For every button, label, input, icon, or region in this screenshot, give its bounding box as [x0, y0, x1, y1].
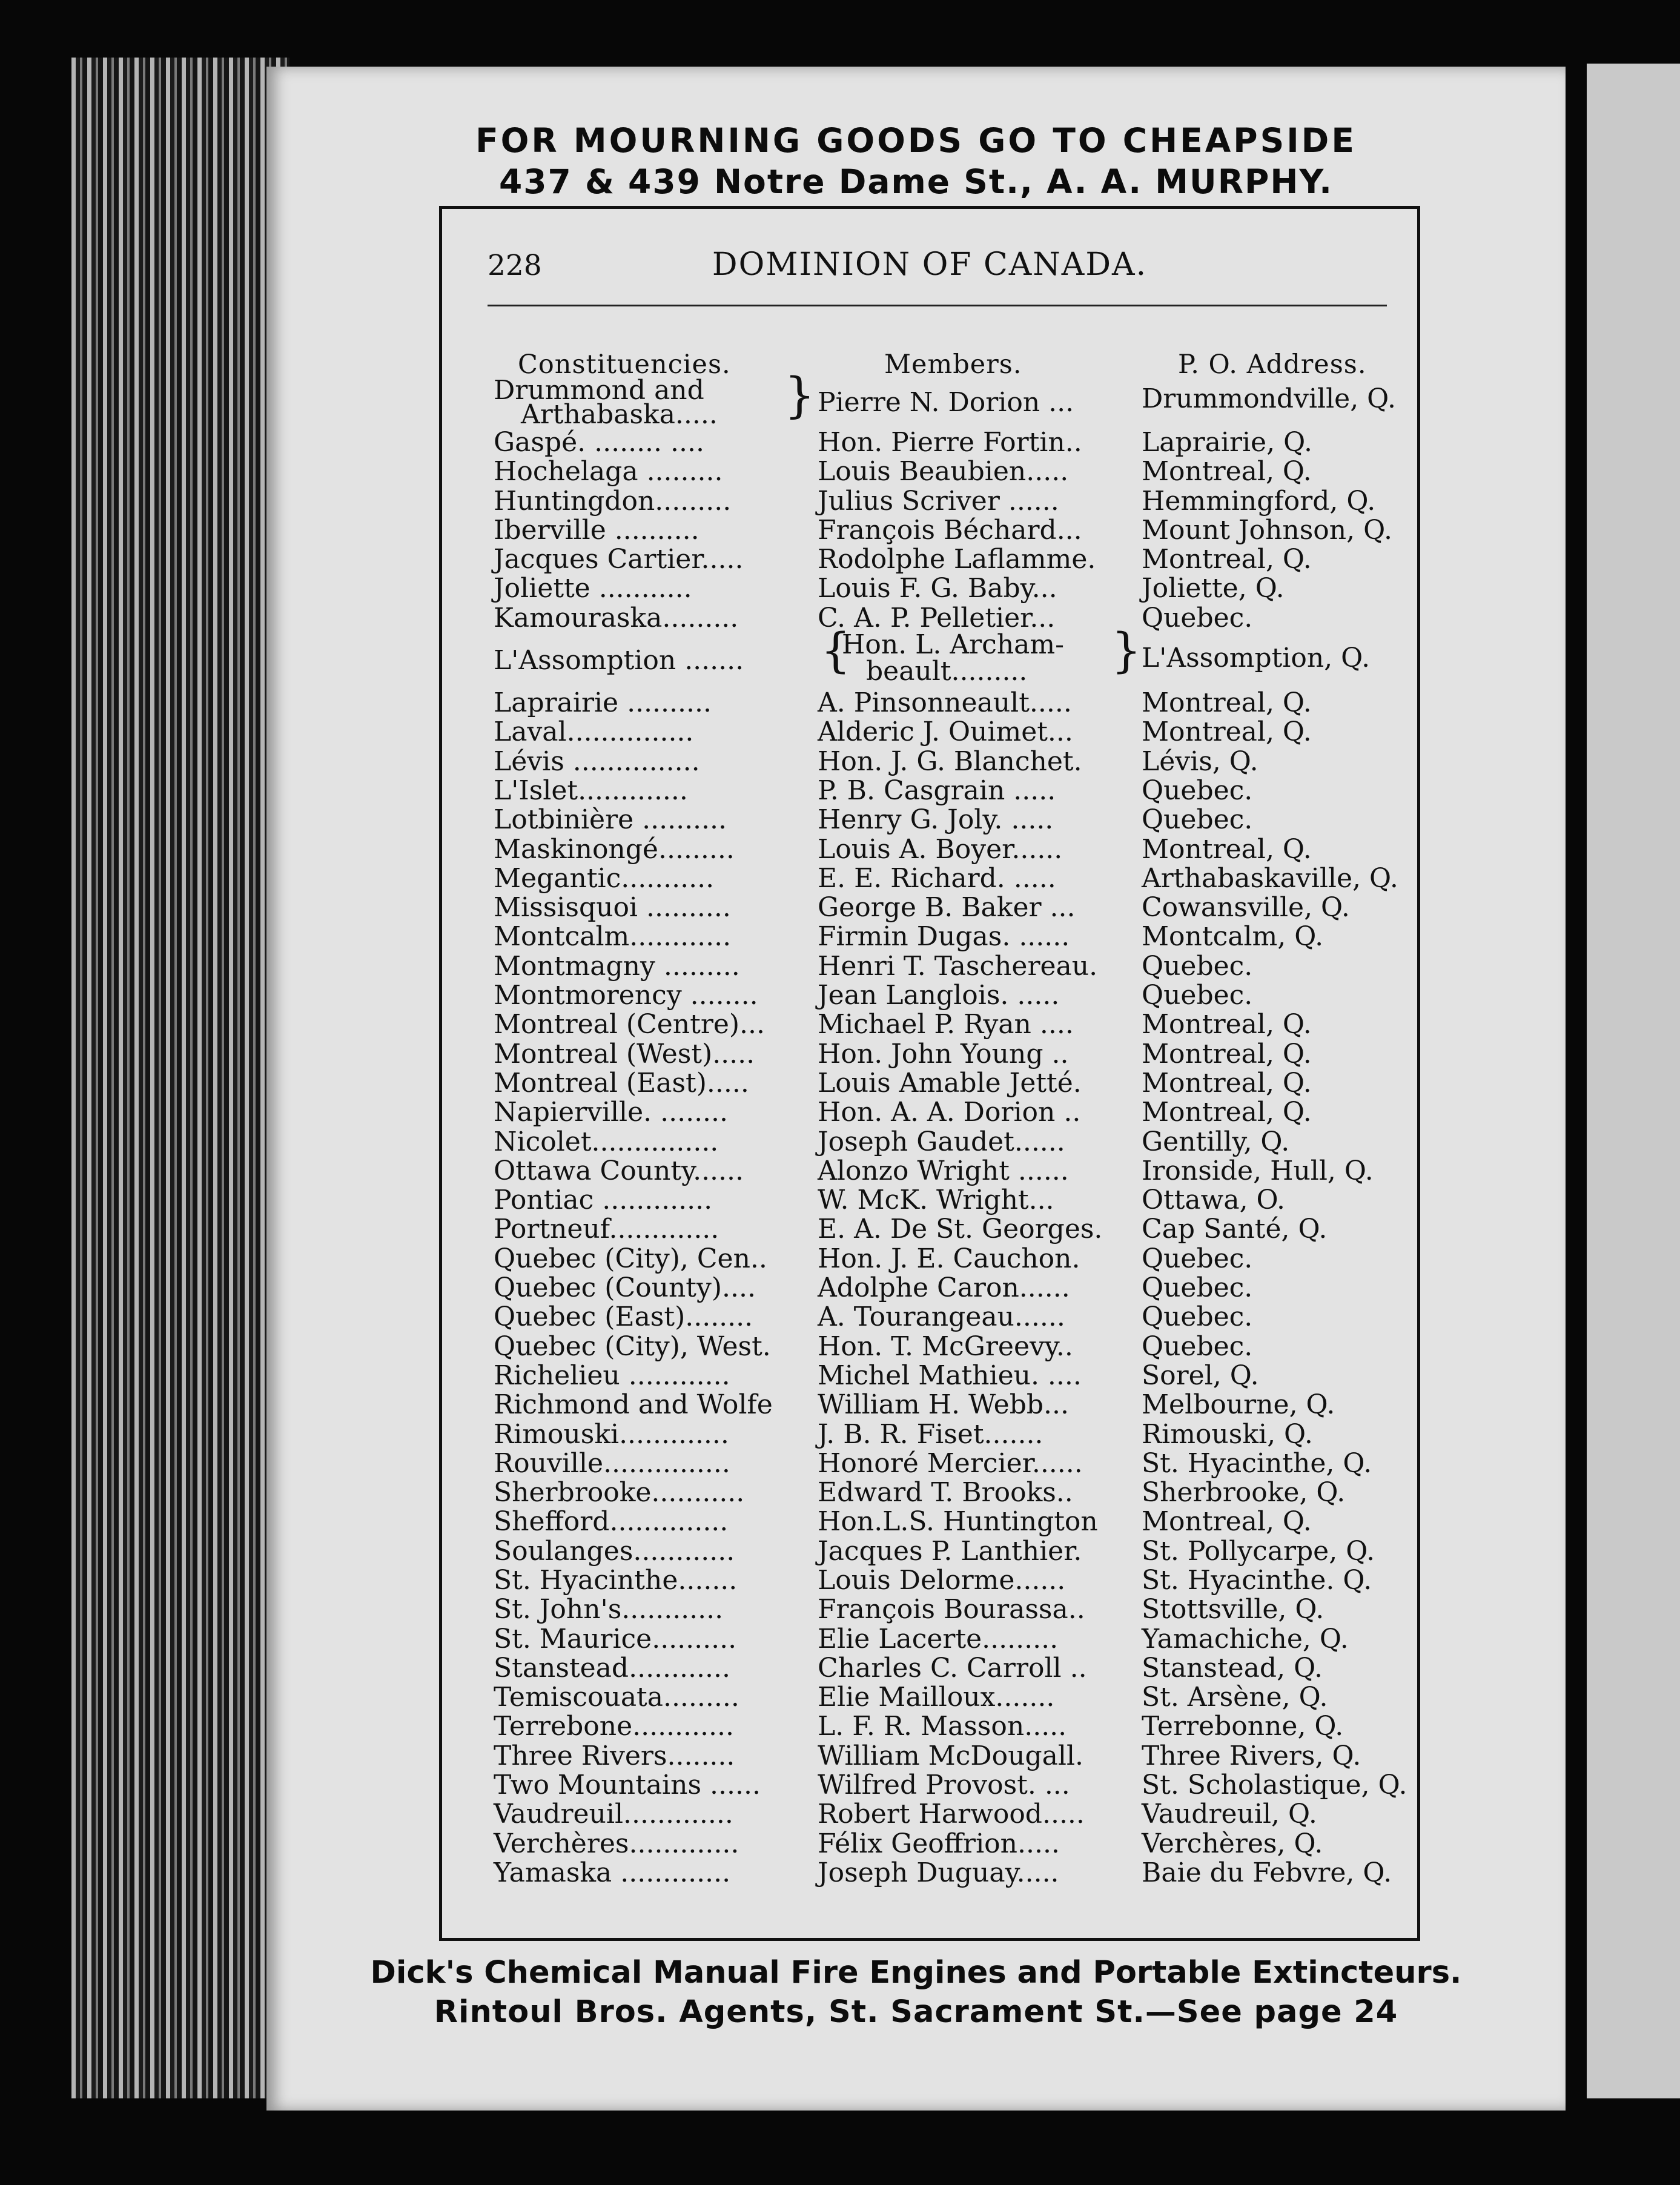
address-cell: Three Rivers, Q.	[1142, 1740, 1361, 1771]
column-header-address: P. O. Address.	[1178, 349, 1367, 380]
address-cell: St. Scholastique, Q.	[1142, 1770, 1407, 1801]
table-row	[442, 1068, 1417, 1097]
member-cell: Elie Lacerte.........	[818, 1623, 1059, 1654]
constituency-cell: Terrebone............	[494, 1711, 734, 1742]
constituency-cell: Richelieu ............	[494, 1360, 730, 1391]
table-row	[442, 486, 1417, 515]
constituency-cell: L'Islet.............	[494, 775, 688, 806]
address-cell: Montreal, Q.	[1142, 833, 1312, 865]
table-row	[442, 1536, 1417, 1565]
address-cell: Cowansville, Q.	[1142, 892, 1350, 924]
address-cell: L'Assomption, Q.	[1142, 643, 1371, 674]
member-cell: J. B. R. Fiset.......	[818, 1418, 1043, 1450]
table-row	[442, 1243, 1417, 1272]
table-row	[442, 1301, 1417, 1331]
table-row	[442, 624, 1417, 687]
table-row	[442, 1506, 1417, 1538]
address-cell: Quebec.	[1142, 1243, 1253, 1274]
constituency-cell: Lotbinière ..........	[494, 804, 727, 836]
constituency-cell: Ottawa County......	[494, 1155, 744, 1186]
member-cell: Louis Beaubien.....	[818, 456, 1069, 488]
constituency-cell: Quebec (East)........	[494, 1301, 753, 1333]
page-number: 228	[488, 249, 542, 282]
address-cell: Montreal, Q.	[1142, 1506, 1312, 1538]
member-cell: Joseph Duguay.....	[818, 1857, 1059, 1888]
header-rule	[488, 305, 1387, 306]
table-row	[442, 1594, 1417, 1623]
table-row	[442, 1272, 1417, 1304]
constituency-cell: Soulanges............	[494, 1535, 735, 1567]
member-cell: Honoré Mercier......	[818, 1447, 1083, 1479]
constituency-cell: Iberville ..........	[494, 514, 699, 546]
table-row	[442, 716, 1417, 748]
address-cell: Arthabaskaville, Q.	[1142, 862, 1398, 894]
address-cell: Montreal, Q.	[1142, 1097, 1312, 1128]
constituency-cell: Joliette ...........	[494, 573, 692, 604]
address-cell: St. Hyacinthe, Q.	[1142, 1447, 1372, 1479]
address-cell: Quebec.	[1142, 980, 1253, 1011]
table-row	[442, 456, 1417, 488]
constituency-cell: Montreal (Centre)...	[494, 1009, 766, 1040]
address-cell: Quebec.	[1142, 602, 1253, 633]
member-cell: George B. Baker ...	[818, 892, 1076, 924]
address-cell: Gentilly, Q.	[1142, 1126, 1290, 1157]
table-row	[442, 1682, 1417, 1711]
member-cell: Adolphe Caron......	[818, 1272, 1070, 1304]
constituency-cell: Missisquoi ..........	[494, 892, 731, 924]
constituency-cell: Quebec (County)....	[494, 1272, 756, 1304]
constituency-cell: Gaspé. ........ ....	[494, 427, 704, 458]
page-heading: DOMINION OF CANADA.	[712, 246, 1148, 283]
member-cell: Charles C. Carroll ..	[818, 1652, 1087, 1684]
member-cell: A. Tourangeau......	[818, 1301, 1065, 1333]
member-cell: Henri T. Taschereau.	[818, 950, 1098, 982]
member-cell-line2: beault.........	[866, 656, 1028, 687]
table-row	[442, 1653, 1417, 1682]
constituency-cell: Vaudreuil.............	[494, 1799, 733, 1830]
address-cell: Drummondville, Q.	[1142, 383, 1397, 414]
constituency-cell: Hochelaga .........	[494, 456, 723, 488]
table-row	[442, 863, 1417, 892]
constituency-cell-line1: Drummond and	[494, 375, 704, 406]
member-cell: William H. Webb...	[818, 1389, 1069, 1421]
table-row	[442, 1039, 1417, 1068]
book-page	[266, 67, 1566, 2111]
table-row	[442, 1770, 1417, 1799]
member-cell: A. Pinsonneault.....	[818, 687, 1072, 719]
constituency-cell: Quebec (City), West.	[494, 1331, 771, 1362]
address-cell: St. Hyacinthe. Q.	[1142, 1564, 1372, 1596]
address-cell: Joliette, Q.	[1142, 573, 1285, 604]
address-cell: Montreal, Q.	[1142, 1038, 1312, 1069]
member-cell: Louis A. Boyer......	[818, 833, 1063, 865]
table-row	[442, 1126, 1417, 1155]
address-cell: Montreal, Q.	[1142, 1067, 1312, 1099]
constituency-cell: Montmagny .........	[494, 950, 740, 982]
table-row	[442, 1740, 1417, 1770]
member-cell: Hon. T. McGreevy..	[818, 1331, 1073, 1362]
constituency-cell: Stanstead............	[494, 1652, 730, 1684]
constituency-cell: Three Rivers........	[494, 1740, 735, 1771]
member-cell: Hon. John Young ..	[818, 1038, 1069, 1069]
table-row	[442, 951, 1417, 980]
table-row	[442, 1097, 1417, 1126]
constituency-cell: Richmond and Wolfe	[494, 1389, 773, 1421]
bottom-advert-line-1: Dick's Chemical Manual Fire Engines and Portable Extincteurs.	[370, 1955, 1462, 1991]
address-cell: Quebec.	[1142, 804, 1253, 836]
top-advert-line-2: 437 & 439 Notre Dame St., A. A. MURPHY.	[498, 162, 1334, 201]
member-cell: Alderic J. Ouimet...	[818, 716, 1073, 748]
constituency-cell: Lévis ...............	[494, 745, 700, 777]
member-cell: François Béchard...	[818, 514, 1082, 546]
constituency-cell: Laprairie ..........	[494, 687, 712, 719]
table-row	[442, 687, 1417, 719]
member-cell: Louis Amable Jetté.	[818, 1067, 1082, 1099]
constituency-cell: Yamaska .............	[494, 1857, 731, 1888]
constituency-cell: Maskinongé.........	[494, 833, 735, 865]
member-cell: Edward T. Brooks..	[818, 1477, 1073, 1509]
member-cell: Félix Geoffrion.....	[818, 1828, 1060, 1859]
address-cell: Sorel, Q.	[1142, 1360, 1259, 1391]
member-cell: William McDougall.	[818, 1740, 1084, 1771]
constituency-cell: Nicolet...............	[494, 1126, 719, 1157]
table-row	[442, 1828, 1417, 1857]
member-cell: C. A. P. Pelletier...	[818, 602, 1056, 633]
address-cell: Vaudreuil, Q.	[1142, 1799, 1317, 1830]
table-row	[442, 1711, 1417, 1740]
member-cell: Louis Delorme......	[818, 1564, 1066, 1596]
column-header-members: Members.	[884, 349, 1022, 380]
table-row	[442, 573, 1417, 602]
address-cell: Melbourne, Q.	[1142, 1389, 1335, 1421]
member-cell: Michael P. Ryan ....	[818, 1009, 1074, 1040]
table-row	[442, 1477, 1417, 1509]
constituency-cell: L'Assomption .......	[494, 645, 744, 676]
address-cell: Lévis, Q.	[1142, 745, 1258, 777]
constituency-cell: Montreal (East).....	[494, 1067, 749, 1099]
address-cell: Cap Santé, Q.	[1142, 1214, 1328, 1245]
address-cell: Montreal, Q.	[1142, 544, 1312, 575]
constituency-cell: Two Mountains ......	[494, 1770, 761, 1801]
table-row	[442, 1448, 1417, 1477]
constituency-cell: Rimouski.............	[494, 1418, 729, 1450]
member-cell: Hon. J. G. Blanchet.	[818, 745, 1082, 777]
table-row	[442, 892, 1417, 924]
member-cell: Rodolphe Laflamme.	[818, 544, 1096, 575]
member-cell: Hon. J. E. Cauchon.	[818, 1243, 1080, 1274]
address-cell: Quebec.	[1142, 1331, 1253, 1362]
table-row	[442, 1155, 1417, 1185]
column-header-constituencies: Constituencies.	[518, 349, 731, 380]
table-row	[442, 1857, 1417, 1886]
member-cell: Michel Mathieu. ....	[818, 1360, 1082, 1391]
constituency-cell: Napierville. ........	[494, 1097, 729, 1128]
address-cell: Hemmingford, Q.	[1142, 485, 1376, 517]
table-row	[442, 834, 1417, 863]
member-list	[442, 367, 1417, 1888]
member-cell: Hon. A. A. Dorion ..	[818, 1097, 1081, 1128]
member-cell: E. A. De St. Georges.	[818, 1214, 1103, 1245]
table-row	[442, 1185, 1417, 1214]
member-cell-line1: Hon. L. Archam-	[842, 629, 1064, 661]
member-cell: Alonzo Wright ......	[818, 1155, 1069, 1186]
constituency-cell: Montmorency ........	[494, 980, 758, 1011]
member-cell: Louis F. G. Baby...	[818, 573, 1057, 604]
address-cell: Montreal, Q.	[1142, 1009, 1312, 1040]
address-cell: St. Arsène, Q.	[1142, 1682, 1328, 1713]
member-cell: E. E. Richard. .....	[818, 862, 1056, 894]
member-cell: Elie Mailloux.......	[818, 1682, 1055, 1713]
address-cell: Yamachiche, Q.	[1142, 1623, 1349, 1654]
member-cell: Hon.L.S. Huntington	[818, 1506, 1098, 1538]
address-cell: Stanstead, Q.	[1142, 1652, 1323, 1684]
constituency-cell: Laval...............	[494, 716, 694, 748]
brace-decoration: {	[821, 624, 851, 679]
address-cell: Quebec.	[1142, 775, 1253, 806]
member-cell: Joseph Gaudet......	[818, 1126, 1065, 1157]
table-row	[442, 1389, 1417, 1421]
constituency-cell: Jacques Cartier.....	[494, 544, 744, 575]
member-cell: Julius Scriver ......	[818, 485, 1059, 517]
constituency-cell: Quebec (City), Cen..	[494, 1243, 767, 1274]
bottom-advert-line-2: Rintoul Bros. Agents, St. Sacrament St.—See page 24	[434, 1994, 1398, 2030]
table-row	[442, 1799, 1417, 1828]
constituency-cell: St. Maurice..........	[494, 1623, 737, 1654]
table-row	[442, 1624, 1417, 1653]
address-cell: Verchères, Q.	[1142, 1828, 1323, 1859]
table-row	[442, 980, 1417, 1009]
constituency-cell: Verchères.............	[494, 1828, 739, 1859]
address-cell: Rimouski, Q.	[1142, 1418, 1313, 1450]
table-row	[442, 746, 1417, 775]
top-advert-line-1: FOR MOURNING GOODS GO TO CHEAPSIDE	[475, 121, 1357, 160]
constituency-cell: Temiscouata.........	[494, 1682, 739, 1713]
book-page-edges	[71, 58, 289, 2098]
address-cell: Mount Johnson, Q.	[1142, 514, 1392, 546]
member-cell: Robert Harwood.....	[818, 1799, 1085, 1830]
table-row	[442, 804, 1417, 836]
table-row	[442, 1009, 1417, 1038]
member-cell: Jean Langlois. .....	[818, 980, 1060, 1011]
address-cell: Laprairie, Q.	[1142, 427, 1312, 458]
table-row	[442, 603, 1417, 632]
address-cell: Quebec.	[1142, 1272, 1253, 1304]
constituency-cell-line2: Arthabaska.....	[521, 399, 718, 430]
address-cell: Montreal, Q.	[1142, 456, 1312, 488]
address-cell: Stottsville, Q.	[1142, 1594, 1324, 1625]
member-cell: P. B. Casgrain .....	[818, 775, 1056, 806]
constituency-cell: Sherbrooke...........	[494, 1477, 745, 1509]
address-cell: Montreal, Q.	[1142, 687, 1312, 719]
address-cell: Quebec.	[1142, 1301, 1253, 1333]
table-row	[442, 775, 1417, 804]
member-cell: W. McK. Wright...	[818, 1185, 1054, 1216]
facing-page-edge	[1587, 64, 1680, 2098]
constituency-cell: St. John's............	[494, 1594, 724, 1625]
constituency-cell: Huntingdon.........	[494, 485, 732, 517]
constituency-cell: St. Hyacinthe.......	[494, 1564, 738, 1596]
address-cell: Ottawa, O.	[1142, 1185, 1286, 1216]
constituency-cell: Montreal (West).....	[494, 1038, 755, 1069]
address-cell: Montreal, Q.	[1142, 716, 1312, 748]
address-cell: Sherbrooke, Q.	[1142, 1477, 1346, 1509]
table-row	[442, 367, 1417, 430]
table-row	[442, 1565, 1417, 1594]
address-cell: Ironside, Hull, Q.	[1142, 1155, 1374, 1186]
table-row	[442, 427, 1417, 456]
constituency-cell: Megantic...........	[494, 862, 715, 894]
member-cell: Firmin Dugas. ......	[818, 921, 1070, 953]
constituency-cell: Shefford..............	[494, 1506, 729, 1538]
table-row	[442, 1419, 1417, 1448]
member-cell: François Bourassa..	[818, 1594, 1085, 1625]
address-cell: St. Pollycarpe, Q.	[1142, 1535, 1375, 1567]
table-row	[442, 921, 1417, 953]
constituency-cell: Kamouraska.........	[494, 602, 739, 633]
address-cell: Baie du Febvre, Q.	[1142, 1857, 1392, 1888]
brace-decoration: }	[784, 367, 815, 423]
member-cell: Hon. Pierre Fortin..	[818, 427, 1082, 458]
address-cell: Quebec.	[1142, 950, 1253, 982]
member-cell: L. F. R. Masson.....	[818, 1711, 1067, 1742]
member-cell: Jacques P. Lanthier.	[818, 1535, 1082, 1567]
constituency-cell: Pontiac .............	[494, 1185, 713, 1216]
constituency-cell: Portneuf.............	[494, 1214, 719, 1245]
constituency-cell: Rouville...............	[494, 1447, 730, 1479]
table-row	[442, 1360, 1417, 1389]
constituency-cell: Montcalm............	[494, 921, 732, 953]
address-cell: Terrebonne, Q.	[1142, 1711, 1344, 1742]
member-cell: Henry G. Joly. .....	[818, 804, 1054, 836]
address-cell: Montcalm, Q.	[1142, 921, 1324, 953]
table-row	[442, 544, 1417, 573]
member-cell: Wilfred Provost. ...	[818, 1770, 1070, 1801]
table-row	[442, 515, 1417, 544]
content-frame	[439, 206, 1420, 1941]
table-row	[442, 1214, 1417, 1243]
table-row	[442, 1331, 1417, 1360]
member-cell: Pierre N. Dorion ...	[818, 387, 1074, 418]
brace-decoration: }	[1111, 624, 1142, 679]
